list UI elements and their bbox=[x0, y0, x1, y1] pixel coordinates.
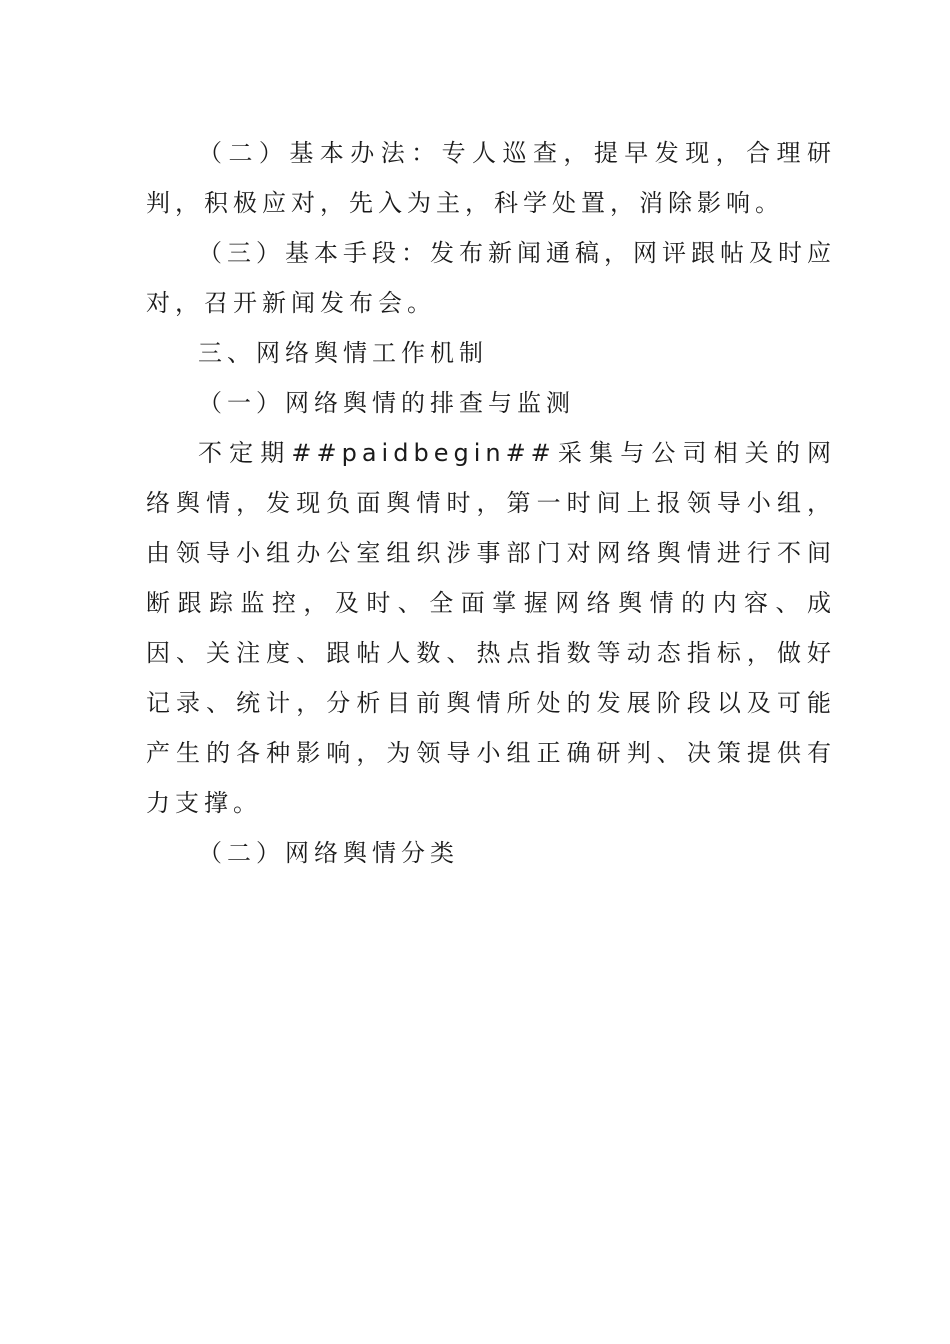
document-body bbox=[146, 128, 836, 878]
paragraph-basic-methods: （二）基本办法：专人巡查，提早发现，合理研判，积极应对，先入为主，科学处置，消除影响。 bbox=[146, 139, 836, 217]
paragraph-monitoring-body: 不定期##paidbegin##采集与公司相关的网络舆情，发现负面舆情时，第一时间上报领导小组，由领导小组办公室组织涉事部门对网络舆情进行不间断跟踪监控，及时、全面掌握网络舆情的内容、成因、关注度、跟帖人数、热点指数等动态指标，做好记录、统计，分析目前舆情所处的发展阶段以及可能产生的各种影响，为领导小组正确研判、决策提供有力支撑。 bbox=[146, 439, 836, 817]
subsection-heading-classification: （二）网络舆情分类 bbox=[198, 839, 459, 867]
paragraph-basic-means: （三）基本手段：发布新闻通稿，网评跟帖及时应对，召开新闻发布会。 bbox=[146, 239, 836, 317]
section-heading-mechanism: 三、网络舆情工作机制 bbox=[198, 339, 488, 367]
subsection-heading-monitoring: （一）网络舆情的排查与监测 bbox=[198, 389, 575, 417]
